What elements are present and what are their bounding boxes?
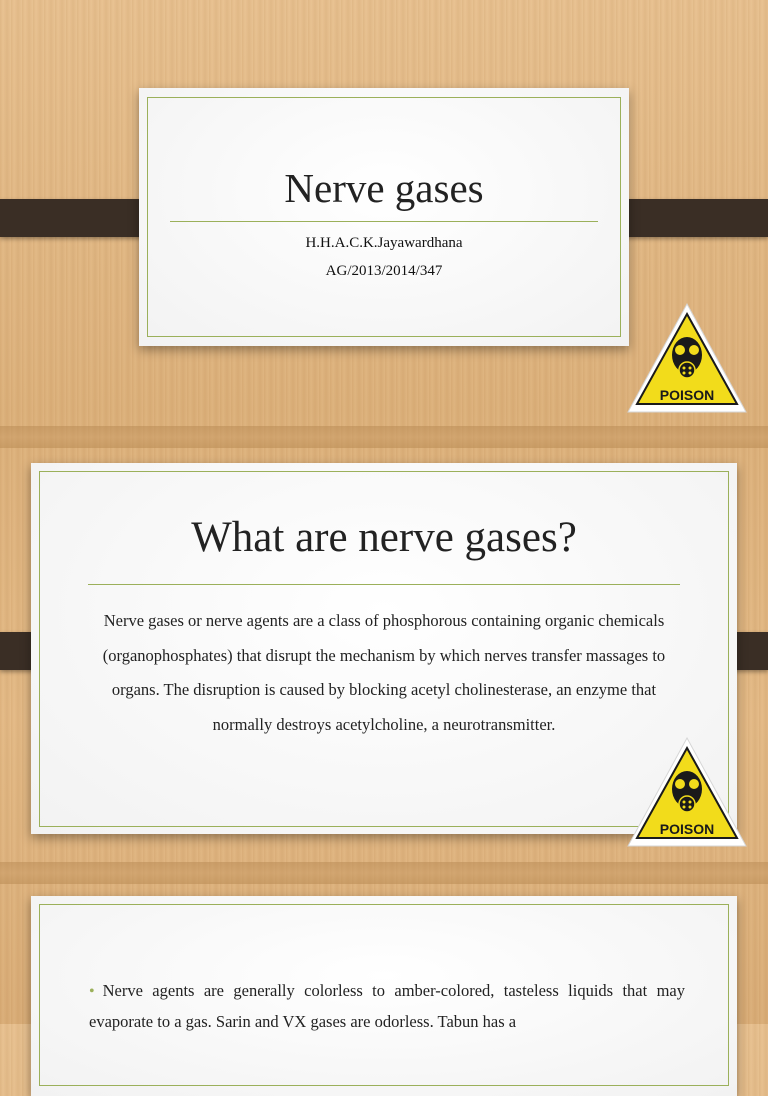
slide-1-divider [170, 221, 598, 222]
slide-3-card [31, 896, 737, 1096]
poison-sign-label: POISON [659, 387, 715, 403]
slide-3-bullet [89, 976, 685, 1037]
slide-2-title: What are nerve gases? [191, 514, 577, 561]
slide-separator [0, 862, 768, 884]
slide-tab-left [0, 199, 156, 237]
slide-tab-right [612, 199, 768, 237]
poison-warning-icon [624, 734, 750, 850]
slide-2-divider [88, 584, 680, 585]
bullet-icon: • [89, 983, 95, 1000]
slide-1-title: Nerve gases [284, 165, 484, 211]
poison-warning-icon [624, 300, 750, 416]
slide-separator [0, 426, 768, 448]
slide-1-frame [147, 97, 621, 337]
slide-1-author: H.H.A.C.K.Jayawardhana [305, 235, 463, 251]
slide-2-body: Nerve gases or nerve agents are a class of phosphorous containing organic chemicals (organophosphates) that disrupt the mechanism by which nerves transfer massages to organs. The disruption is caused by blocking acetyl cholinesterase, an enzyme that normally destroys acetylcholine, a neurotransmitter. [102, 611, 666, 734]
slide-1-student-id: AG/2013/2014/347 [325, 263, 443, 279]
poison-sign-label: POISON [659, 821, 715, 837]
slide-1-card [139, 88, 629, 346]
slide-3-bullet-text: Nerve agents are generally colorless to amber-colored, tasteless liquids that may evaporate to a gas. Sarin and VX gases are odorless. Tabun has a [89, 981, 685, 1031]
